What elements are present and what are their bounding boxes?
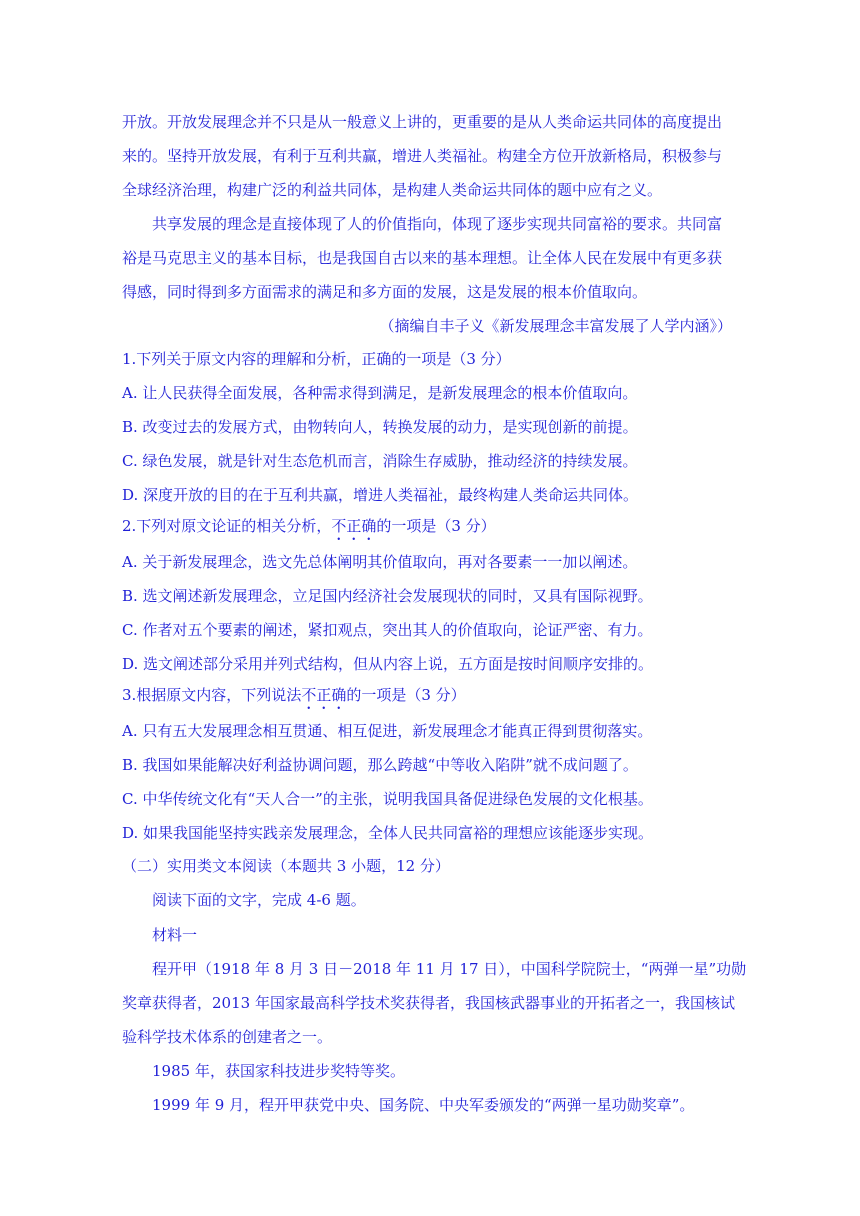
passage-line: 全球经济治理，构建广泛的利益共同体，是构建人类命运共同体的题中应有之义。 (122, 181, 663, 199)
material-line: 验科学技术体系的创建者之一。 (122, 1028, 333, 1046)
source-citation: （摘编自丰子义《新发展理念丰富发展了人学内涵》） (379, 317, 732, 335)
passage-line: 得感，同时得到多方面需求的满足和多方面的发展，这是发展的根本价值取向。 (122, 283, 648, 301)
passage-line: 开放。开放发展理念并不只是从一般意义上讲的，更重要的是从人类命运共同体的高度提出 (122, 113, 723, 131)
question-2-option-a: A. 关于新发展理念，选文先总体阐明其价值取向，再对各要素一一加以阐述。 (122, 553, 638, 571)
question-2-emphasis: 不正确 (331, 517, 377, 535)
passage-line: 裕是马克思主义的基本目标，也是我国自古以来的基本理想。让全体人民在发展中有更多获 (122, 249, 723, 267)
section-instruction: 阅读下面的文字，完成 4-6 题。 (152, 891, 366, 909)
question-2-stem-text: 2.下列对原文论证的相关分析， (122, 517, 332, 535)
question-2-option-c: C. 作者对五个要素的阐述，紧扣观点，突出其人的价值取向，论证严密、有力。 (122, 621, 653, 639)
material-line: 1999 年 9 月，程开甲获党中央、国务院、中央军委颁发的“两弹一星功勋奖章”。 (152, 1096, 695, 1114)
question-3-stem (122, 685, 742, 705)
question-1-option-d: D. 深度开放的目的在于互利共赢，增进人类福祉，最终构建人类命运共同体。 (122, 486, 639, 504)
question-1-option-c: C. 绿色发展，就是针对生态危机而言，消除生存威胁，推动经济的持续发展。 (122, 452, 638, 470)
question-2-stem (122, 516, 742, 536)
question-2-option-b: B. 选文阐述新发展理念，立足国内经济社会发展现状的同时，又具有国际视野。 (122, 587, 653, 605)
passage-line: 共享发展的理念是直接体现了人的价值指向，体现了逐步实现共同富裕的要求。共同富 (152, 215, 723, 233)
material-line: 奖章获得者，2013 年国家最高科学技术奖获得者，我国核武器事业的开拓者之一，我国核试 (122, 994, 735, 1012)
question-2-option-d: D. 选文阐述部分采用并列式结构，但从内容上说，五方面是按时间顺序安排的。 (122, 655, 654, 673)
passage-line: 来的。坚持开放发展，有利于互利共赢，增进人类福祉。构建全方位开放新格局，积极参与 (122, 147, 723, 165)
material-title: 材料一 (152, 926, 198, 944)
question-3-emphasis: 不正确 (301, 686, 347, 704)
question-3-stem-text: 3.根据原文内容，下列说法 (122, 686, 302, 704)
question-1-option-a: A. 让人民获得全面发展，各种需求得到满足，是新发展理念的根本价值取向。 (122, 384, 638, 402)
question-3-option-d: D. 如果我国能坚持实践亲发展理念，全体人民共同富裕的理想应该能逐步实现。 (122, 824, 654, 842)
material-line: 程开甲（1918 年 8 月 3 日－2018 年 11 月 17 日），中国科学院院士，“两弹一星”功勋 (152, 960, 747, 978)
material-line: 1985 年，获国家科技进步奖特等奖。 (152, 1062, 405, 1080)
question-3-stem-tail: 的一项是（3 分） (346, 686, 466, 704)
question-1-option-b: B. 改变过去的发展方式，由物转向人，转换发展的动力，是实现创新的前提。 (122, 418, 638, 436)
question-3-option-c: C. 中华传统文化有“天人合一”的主张，说明我国具备促进绿色发展的文化根基。 (122, 790, 653, 808)
question-3-option-a: A. 只有五大发展理念相互贯通、相互促进，新发展理念才能真正得到贯彻落实。 (122, 722, 653, 740)
question-1-stem: 1.下列关于原文内容的理解和分析，正确的一项是（3 分） (122, 350, 511, 368)
question-3-option-b: B. 我国如果能解决好利益协调问题，那么跨越“中等收入陷阱”就不成问题了。 (122, 756, 638, 774)
section-heading: （二）实用类文本阅读（本题共 3 小题，12 分） (122, 857, 450, 875)
question-2-stem-tail: 的一项是（3 分） (376, 517, 496, 535)
